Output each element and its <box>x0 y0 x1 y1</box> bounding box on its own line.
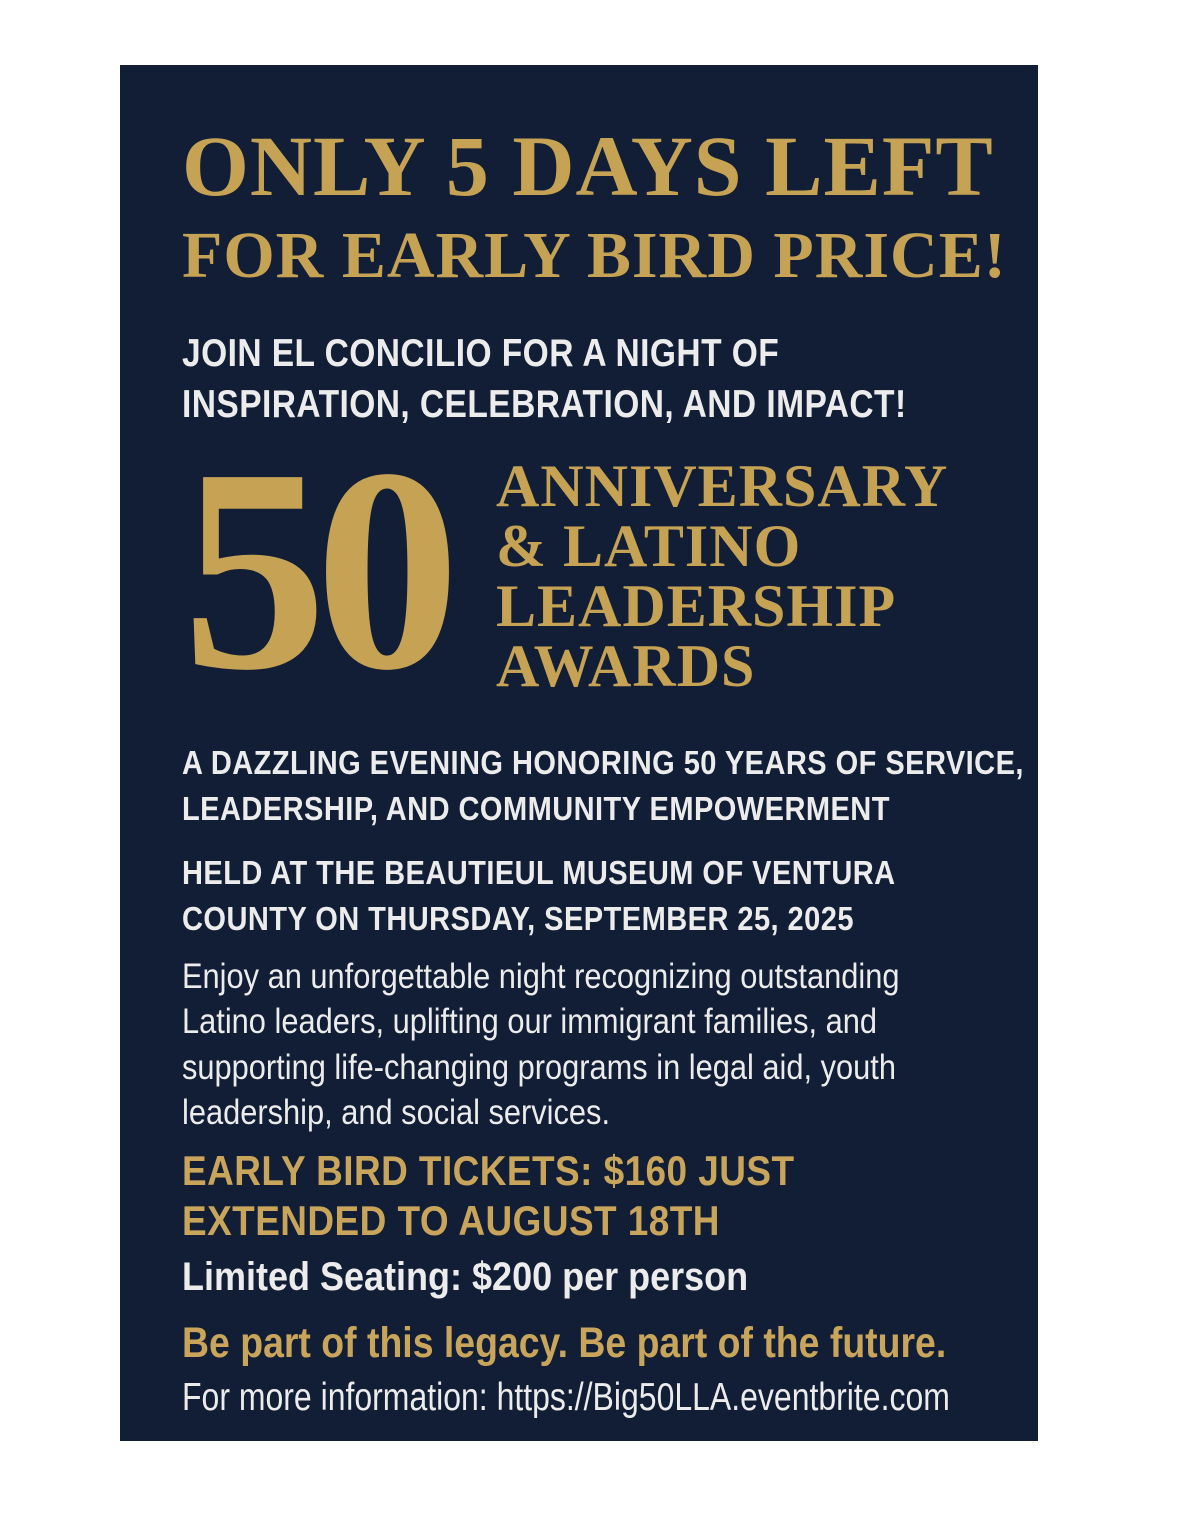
intro-line: INSPIRATION, CELEBRATION, AND IMPACT! <box>182 382 907 426</box>
tickets-line: EXTENDED TO AUGUST 18TH <box>182 1196 720 1244</box>
anniversary-line: ANNIVERSARY <box>496 453 949 520</box>
anniversary-title <box>496 450 949 700</box>
anniversary-line: AWARDS <box>496 633 756 700</box>
tickets-block <box>182 1146 1014 1247</box>
description-block <box>182 954 1014 1136</box>
description-line: supporting life-changing programs in legal aid, youth <box>182 1047 896 1087</box>
headline-line-1: ONLY 5 DAYS LEFT <box>182 118 994 214</box>
legacy-line: Be part of this legacy. Be part of the future. <box>182 1319 947 1368</box>
anniversary-line: LEADERSHIP <box>496 573 897 640</box>
anniversary-number: 50 <box>182 409 448 731</box>
description-line: Latino leaders, uplifting our immigrant families, and <box>182 1002 878 1041</box>
anniversary-line: & LATINO <box>496 513 802 580</box>
venue-block <box>182 850 1014 941</box>
venue-line: HELD AT THE BEAUTIEUL MUSEUM OF VENTURA <box>182 854 896 892</box>
intro-line: JOIN EL CONCILIO FOR A NIGHT OF <box>182 332 780 375</box>
info-line: For more information: https://Big50LLA.eventbrite.com <box>182 1376 950 1420</box>
description-line: leadership, and social services. <box>182 1093 611 1132</box>
seating-note: Limited Seating: $200 per person <box>182 1255 749 1300</box>
tagline-line: LEADERSHIP, AND COMMUNITY EMPOWERMENT <box>182 789 890 827</box>
tagline-line: A DAZZLING EVENING HONORING 50 YEARS OF SERVICE, <box>182 744 1024 782</box>
venue-line: COUNTY ON THURSDAY, SEPTEMBER 25, 2025 <box>182 899 854 937</box>
anniversary-block <box>182 409 1014 731</box>
tickets-line: EARLY BIRD TICKETS: $160 JUST <box>182 1146 795 1194</box>
headline-line-2: FOR EARLY BIRD PRICE! <box>182 219 1007 292</box>
description-line: Enjoy an unforgettable night recognizing outstanding <box>182 956 900 996</box>
flyer-panel <box>120 65 1038 1441</box>
tagline-block <box>182 740 1024 831</box>
intro-block <box>182 329 1014 430</box>
